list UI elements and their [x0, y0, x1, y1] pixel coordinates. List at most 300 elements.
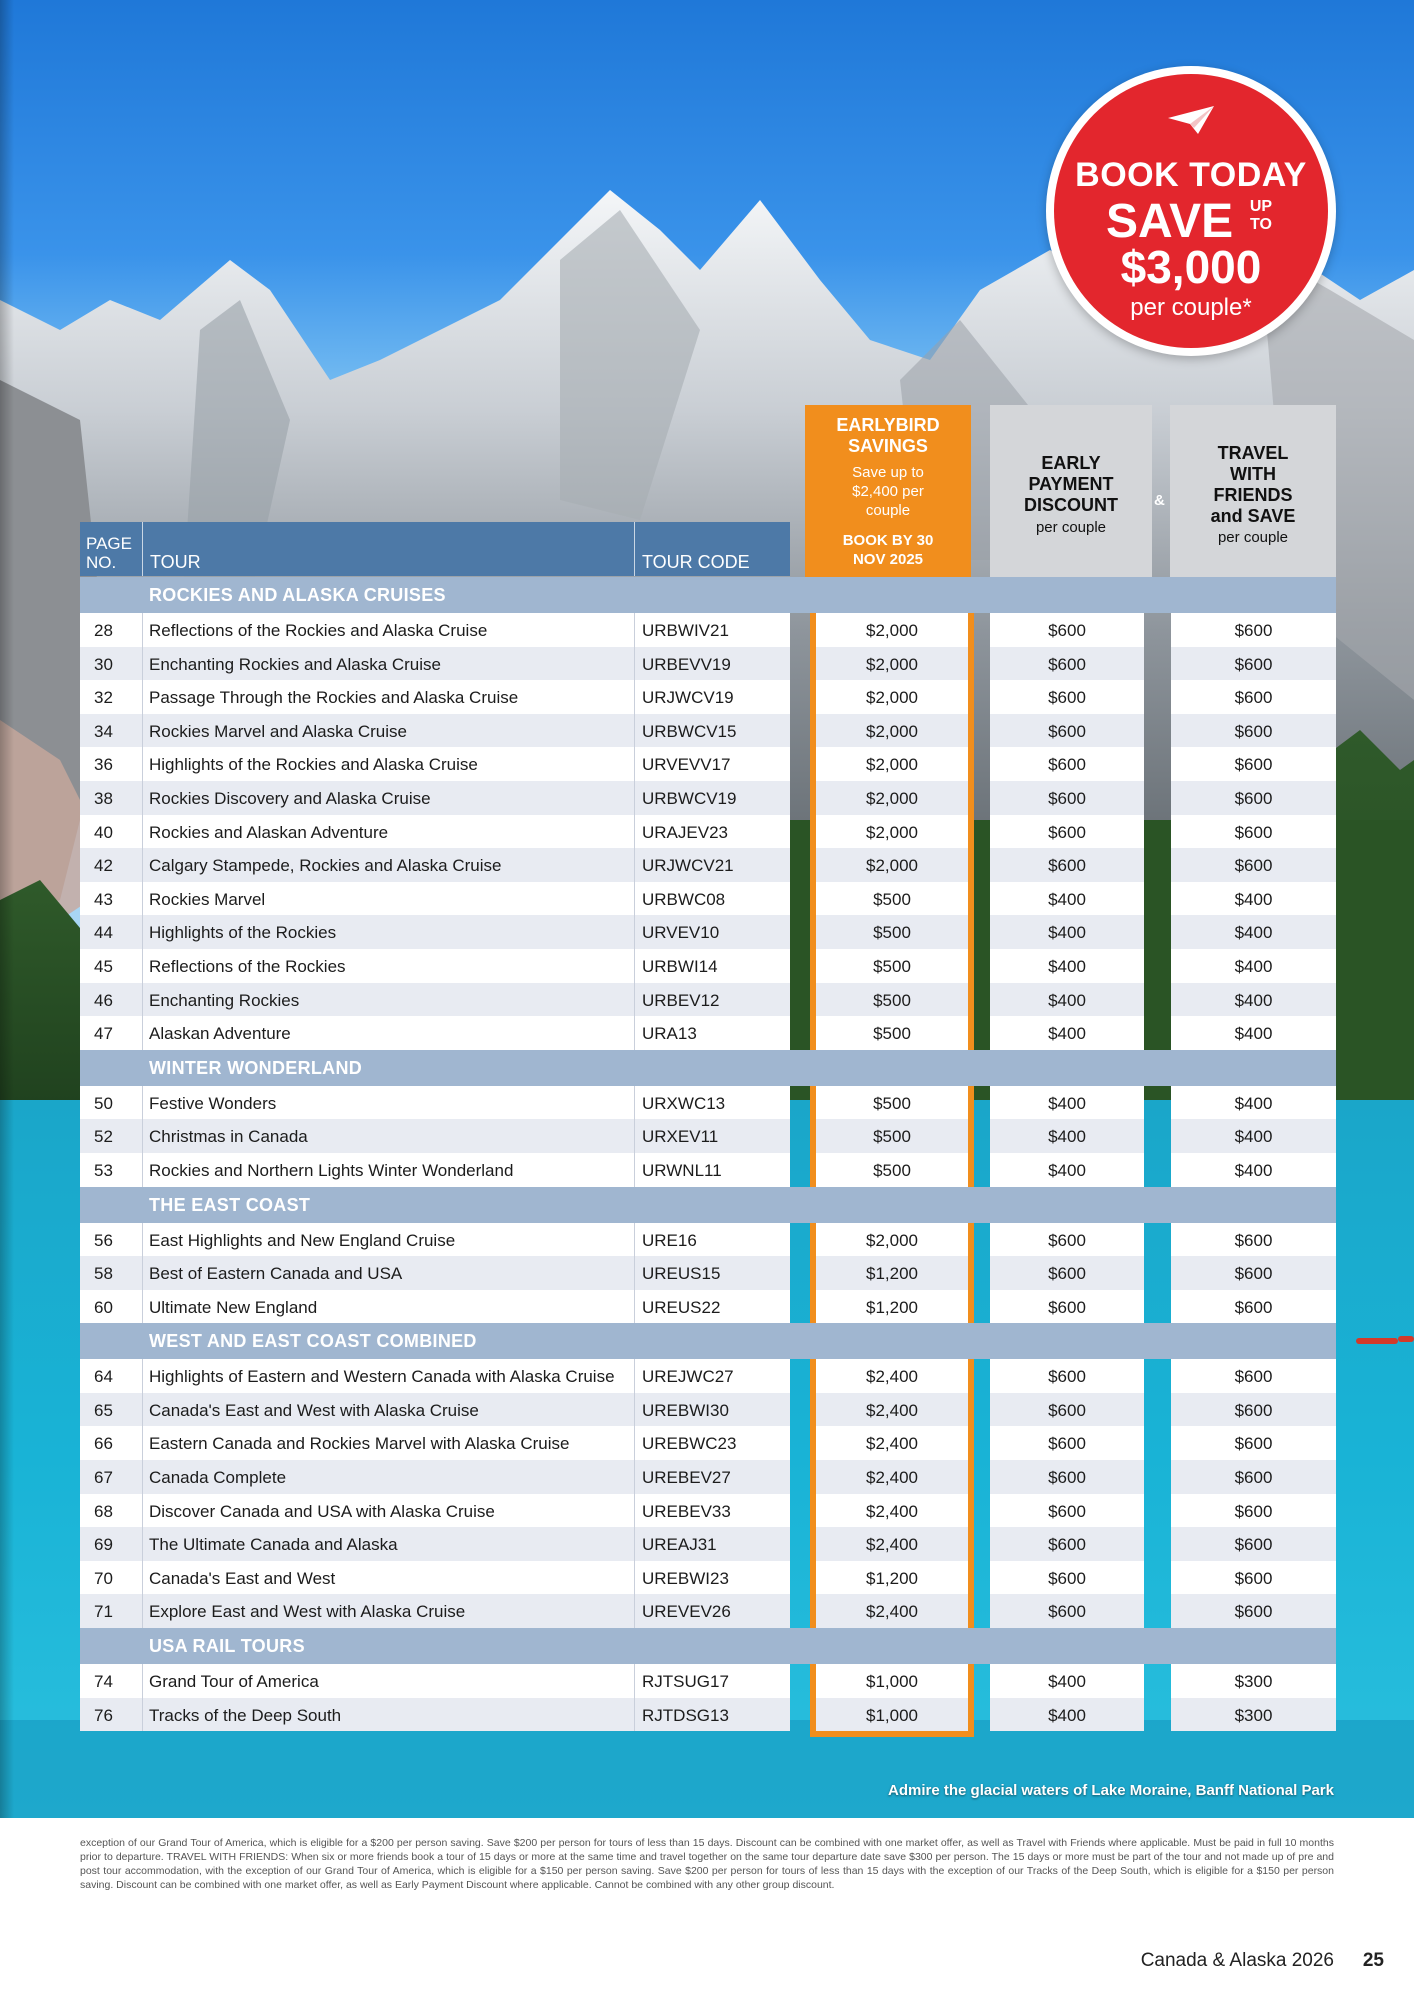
- tour-code-cell: UREJWC27: [642, 1367, 734, 1387]
- early-payment-cell-value: $600: [1048, 822, 1086, 842]
- tour-name-cell: Ultimate New England: [149, 1297, 318, 1317]
- tour-code-cell: URBWC08: [642, 889, 726, 909]
- travel-friends-cell: [1171, 1290, 1336, 1324]
- tour-code-cell: UREBWC23: [642, 1434, 737, 1454]
- early-payment-cell-value: $400: [1048, 1024, 1086, 1044]
- column-divider: [634, 1460, 635, 1494]
- table-row: [80, 747, 1336, 781]
- travel-friends-cell-value: $400: [1234, 889, 1273, 909]
- column-divider: [634, 983, 635, 1017]
- earlybird-savings-cell: [810, 1359, 974, 1393]
- tour-name-cell: Best of Eastern Canada and USA: [149, 1264, 403, 1284]
- table-row: [80, 1119, 1336, 1153]
- header-early-payment: [990, 405, 1152, 577]
- column-divider: [634, 815, 635, 849]
- column-divider: [142, 613, 143, 647]
- travel-friends-cell-value: $300: [1234, 1705, 1273, 1725]
- tour-info-cell: [80, 1223, 790, 1257]
- column-divider: [142, 1256, 143, 1290]
- column-divider: [142, 1494, 143, 1528]
- tour-info-cell: [80, 949, 790, 983]
- earlybird-savings-cell: [810, 1698, 974, 1738]
- earlybird-savings-cell: [810, 882, 974, 916]
- column-divider: [634, 647, 635, 681]
- tour-info-cell: [80, 1664, 790, 1698]
- page-number-cell: 47: [94, 1024, 113, 1044]
- column-divider: [634, 1426, 635, 1460]
- earlybird-savings-cell: [810, 1393, 974, 1427]
- earlybird-savings-cell: [810, 1426, 974, 1460]
- early-payment-cell-value: $600: [1048, 1568, 1086, 1588]
- tour-name-cell: Highlights of Eastern and Western Canada with Alaska Cruise: [149, 1367, 615, 1387]
- earlybird-savings-cell: [810, 1561, 974, 1595]
- early-payment-cell-value: $600: [1048, 621, 1086, 640]
- page-number-cell: 42: [94, 856, 113, 876]
- travel-friends-cell-value: $600: [1234, 1400, 1273, 1420]
- column-divider: [634, 1698, 635, 1732]
- travel-friends-cell: [1171, 1016, 1336, 1050]
- tour-info-cell: [80, 747, 790, 781]
- early-payment-cell: [990, 1119, 1144, 1153]
- tour-code-cell: URBWCV15: [642, 721, 737, 741]
- page-number-cell: 53: [94, 1160, 113, 1180]
- earlybird-savings-cell-value: $2,000: [866, 822, 918, 842]
- page-number-cell: 68: [94, 1501, 113, 1521]
- table-row: [80, 1153, 1336, 1187]
- early-payment-cell: [990, 1359, 1144, 1393]
- earlybird-savings-cell: [810, 680, 974, 714]
- header-earlybird: [805, 405, 971, 577]
- travel-friends-cell: [1171, 647, 1336, 681]
- travel-friends-cell: [1171, 747, 1336, 781]
- column-divider: [634, 680, 635, 714]
- page-number-cell: 66: [94, 1434, 113, 1454]
- column-divider: [634, 1393, 635, 1427]
- early-payment-cell: [990, 1256, 1144, 1290]
- tour-code-cell: URXEV11: [642, 1127, 719, 1147]
- travel-friends-cell-value: $600: [1234, 1535, 1273, 1555]
- tour-code-cell: URAJEV23: [642, 822, 728, 842]
- tour-code-cell: UREBEV33: [642, 1501, 731, 1521]
- early-payment-cell: [990, 1426, 1144, 1460]
- page-number-cell: 36: [94, 755, 113, 775]
- tour-code-cell: UREUS15: [642, 1264, 721, 1284]
- table-row: [80, 1359, 1336, 1393]
- column-divider: [634, 1016, 635, 1050]
- early-payment-cell: [990, 848, 1144, 882]
- travel-friends-cell: [1171, 815, 1336, 849]
- badge-per-couple: per couple*: [1130, 294, 1252, 321]
- tour-code-cell: URBWI14: [642, 956, 718, 976]
- tour-code-cell: UREBEV27: [642, 1468, 731, 1488]
- tour-code-cell: URXWC13: [642, 1093, 726, 1113]
- tour-name-cell: Canada's East and West with Alaska Cruise: [149, 1400, 479, 1420]
- table-row: [80, 1527, 1336, 1561]
- page-number-cell: 30: [94, 654, 113, 674]
- page-number-cell: 44: [94, 923, 113, 943]
- travel-friends-cell-value: $600: [1234, 1367, 1273, 1387]
- travel-friends-cell: [1171, 1359, 1336, 1393]
- early-payment-cell-value: $600: [1048, 1501, 1086, 1521]
- early-payment-cell: [990, 781, 1144, 815]
- travel-friends-cell-value: $400: [1234, 1093, 1273, 1113]
- tour-name-cell: Calgary Stampede, Rockies and Alaska Cruise: [149, 856, 502, 876]
- ampersand: &: [1154, 492, 1165, 509]
- table-row: [80, 781, 1336, 815]
- travel-friends-cell: [1171, 1393, 1336, 1427]
- header-tour-code: TOUR CODE: [642, 552, 750, 572]
- tour-name-cell: Festive Wonders: [149, 1093, 277, 1113]
- earlybird-savings-cell-value: $1,000: [866, 1705, 918, 1725]
- travel-friends-cell: [1171, 1698, 1336, 1732]
- column-divider: [142, 1664, 143, 1698]
- travel-friends-cell-value: $600: [1234, 755, 1273, 775]
- tour-name-cell: Passage Through the Rockies and Alaska Cruise: [149, 688, 519, 708]
- tour-code-cell: URJWCV19: [642, 688, 734, 708]
- column-divider: [142, 1561, 143, 1595]
- earlybird-savings-cell: [810, 815, 974, 849]
- tour-code-cell: URBEV12: [642, 990, 720, 1010]
- early-payment-cell: [990, 983, 1144, 1017]
- tour-info-cell: [80, 1153, 790, 1187]
- table-row: [80, 613, 1336, 647]
- earlybird-savings-cell: [810, 1494, 974, 1528]
- tour-code-cell: URVEVV17: [642, 755, 731, 775]
- earlybird-savings-cell: [810, 613, 974, 647]
- tour-info-cell: [80, 1086, 790, 1120]
- travel-friends-cell: [1171, 1086, 1336, 1120]
- travel-friends-cell-value: $400: [1234, 990, 1273, 1010]
- early-payment-cell: [990, 915, 1144, 949]
- table-row: [80, 1494, 1336, 1528]
- early-payment-cell-value: $600: [1048, 1230, 1086, 1250]
- page-number-cell: 43: [94, 889, 113, 909]
- table-row: [80, 714, 1336, 748]
- tour-code-cell: URBEVV19: [642, 654, 731, 674]
- early-payment-cell-value: $600: [1048, 721, 1086, 741]
- tour-code-cell: UREVEV26: [642, 1602, 731, 1622]
- travel-friends-cell-value: $600: [1234, 1568, 1273, 1588]
- tour-code-cell: RJTDSG13: [642, 1705, 729, 1725]
- travel-friends-cell: [1171, 882, 1336, 916]
- table-row: [80, 882, 1336, 916]
- table-row: [80, 1223, 1336, 1257]
- column-divider: [634, 1664, 635, 1698]
- earlybird-savings-cell: [810, 1086, 974, 1120]
- travel-friends-cell-value: $600: [1234, 1297, 1273, 1317]
- travel-friends-cell: [1171, 714, 1336, 748]
- earlybird-book-by: BOOK BY 30 NOV 2025: [842, 532, 934, 568]
- column-divider: [142, 1223, 143, 1257]
- tour-name-cell: The Ultimate Canada and Alaska: [149, 1535, 398, 1555]
- travel-friends-cell-value: $600: [1234, 621, 1273, 640]
- column-divider: [634, 1086, 635, 1120]
- tour-info-cell: [80, 882, 790, 916]
- page-number-cell: 58: [94, 1264, 113, 1284]
- tour-name-cell: Enchanting Rockies and Alaska Cruise: [149, 654, 441, 674]
- earlybird-savings-cell-value: $500: [873, 1093, 911, 1113]
- column-divider: [634, 613, 635, 647]
- page-number-cell: 71: [94, 1602, 113, 1622]
- travel-friends-cell-value: $600: [1234, 822, 1273, 842]
- page-number-cell: 70: [94, 1568, 113, 1588]
- column-divider: [142, 1016, 143, 1050]
- earlybird-savings-cell: [810, 915, 974, 949]
- travel-friends-cell: [1171, 1561, 1336, 1595]
- tour-code-cell: URWNL11: [642, 1160, 722, 1180]
- table-row: [80, 848, 1336, 882]
- column-divider: [142, 647, 143, 681]
- column-divider: [634, 714, 635, 748]
- earlybird-savings-cell: [810, 1256, 974, 1290]
- page-number-cell: 46: [94, 990, 113, 1010]
- early-payment-cell: [990, 1016, 1144, 1050]
- column-divider: [142, 1290, 143, 1324]
- early-payment-subtitle: per couple: [1035, 519, 1107, 536]
- column-divider: [634, 1223, 635, 1257]
- early-payment-cell-value: $400: [1048, 923, 1086, 943]
- tour-info-cell: [80, 714, 790, 748]
- tour-info-cell: [80, 1290, 790, 1324]
- page-number-cell: 45: [94, 956, 113, 976]
- earlybird-savings-cell-value: $2,000: [866, 688, 918, 708]
- page-number-cell: 64: [94, 1367, 113, 1387]
- early-payment-cell-value: $600: [1048, 1264, 1086, 1284]
- tour-name-cell: Canada Complete: [149, 1468, 287, 1488]
- section-header: [80, 1323, 1336, 1359]
- tour-name-cell: Eastern Canada and Rockies Marvel with Alaska Cruise: [149, 1434, 570, 1454]
- earlybird-savings-cell: [810, 1594, 974, 1628]
- early-payment-cell-value: $600: [1048, 688, 1086, 708]
- earlybird-savings-cell-value: $500: [873, 956, 911, 976]
- section-header: [80, 1187, 1336, 1223]
- tour-code-cell: UREBWI30: [642, 1400, 729, 1420]
- column-divider: [634, 1256, 635, 1290]
- tour-code-cell: URVEV10: [642, 923, 720, 943]
- early-payment-cell: [990, 1086, 1144, 1120]
- tour-savings-table: [80, 577, 1336, 1731]
- page-number-cell: 52: [94, 1127, 113, 1147]
- table-row: [80, 1016, 1336, 1050]
- column-divider: [142, 1460, 143, 1494]
- travel-friends-cell: [1171, 983, 1336, 1017]
- tour-name-cell: Rockies Marvel and Alaska Cruise: [149, 721, 407, 741]
- photo-caption: Admire the glacial waters of Lake Moraine, Banff National Park: [888, 1782, 1334, 1799]
- column-divider: [634, 949, 635, 983]
- page-number-cell: 67: [94, 1468, 113, 1488]
- earlybird-savings-cell: [810, 949, 974, 983]
- tour-info-cell: [80, 983, 790, 1017]
- column-divider: [634, 1494, 635, 1528]
- early-payment-title: EARLY PAYMENT DISCOUNT: [1024, 453, 1118, 515]
- early-payment-cell: [990, 1223, 1144, 1257]
- travel-friends-cell: [1171, 680, 1336, 714]
- earlybird-savings-cell: [810, 647, 974, 681]
- column-divider: [142, 1153, 143, 1187]
- footer-title: Canada & Alaska 2026: [1140, 1950, 1334, 1971]
- earlybird-savings-cell-value: $2,400: [866, 1501, 918, 1521]
- earlybird-savings-cell: [810, 1290, 974, 1324]
- column-divider: [142, 848, 143, 882]
- earlybird-savings-cell-value: $2,000: [866, 721, 918, 741]
- terms-fine-print: exception of our Grand Tour of America, which is eligible for a $200 per person saving. Save $200 per person for tours of less than 15 days. Discount can be combined with one market offer, as well as Travel with Friends where applicable. Must be paid in full 10 months prior to departure. TRAVEL WITH FRIENDS: When six or more friends book a tour of 15 days or more at the same time and travel together on the same tour departure date save $300 per person. The 15 days or more must be part of the tour and not made up of pre and post tour accommodation, with the exception of our Grand Tour of America, which is eligible for a $150 per person saving. Save $200 per person for tours of less than 15 days with the exception of our Tracks of the Deep South, which is eligible for a $150 per person saving. Discount can be combined with one market offer, as well as Early Payment Discount where applicable. Cannot be combined with any other group discount.: [80, 1837, 1334, 1891]
- earlybird-savings-cell: [810, 714, 974, 748]
- tour-info-cell: [80, 1359, 790, 1393]
- earlybird-savings-cell-value: $1,200: [866, 1568, 918, 1588]
- tour-info-cell: [80, 1256, 790, 1290]
- column-divider: [142, 1359, 143, 1393]
- earlybird-savings-cell: [810, 983, 974, 1017]
- travel-friends-cell: [1171, 1153, 1336, 1187]
- early-payment-cell: [990, 1527, 1144, 1561]
- earlybird-savings-cell-value: $500: [873, 1024, 911, 1044]
- tour-info-cell: [80, 1561, 790, 1595]
- tour-name-cell: Discover Canada and USA with Alaska Cruise: [149, 1501, 495, 1521]
- early-payment-cell-value: $600: [1048, 1468, 1086, 1488]
- header-page-no: PAGE NO.: [86, 534, 132, 572]
- early-payment-cell-value: $600: [1048, 856, 1086, 876]
- header-divider: [634, 522, 635, 576]
- column-divider: [142, 1119, 143, 1153]
- tour-info-cell: [80, 1119, 790, 1153]
- travel-friends-cell: [1171, 1256, 1336, 1290]
- early-payment-cell-value: $600: [1048, 654, 1086, 674]
- early-payment-cell: [990, 1594, 1144, 1628]
- travel-friends-cell: [1171, 1223, 1336, 1257]
- early-payment-cell-value: $600: [1048, 1434, 1086, 1454]
- travel-friends-cell: [1171, 1527, 1336, 1561]
- table-row: [80, 647, 1336, 681]
- early-payment-cell: [990, 1393, 1144, 1427]
- earlybird-savings-cell: [810, 1223, 974, 1257]
- badge-amount: $3,000: [1120, 241, 1262, 293]
- earlybird-savings-cell: [810, 1460, 974, 1494]
- earlybird-savings-cell-value: $500: [873, 1160, 911, 1180]
- table-row: [80, 1426, 1336, 1460]
- tour-name-cell: Enchanting Rockies: [149, 990, 300, 1010]
- travel-friends-cell-value: $400: [1234, 956, 1273, 976]
- early-payment-cell: [990, 680, 1144, 714]
- earlybird-savings-cell-value: $2,000: [866, 788, 918, 808]
- travel-friends-cell-value: $600: [1234, 1264, 1273, 1284]
- early-payment-cell: [990, 949, 1144, 983]
- page-number-cell: 76: [94, 1705, 113, 1725]
- table-row: [80, 680, 1336, 714]
- travel-friends-cell-value: $400: [1234, 1024, 1273, 1044]
- table-row: [80, 815, 1336, 849]
- tour-name-cell: Alaskan Adventure: [149, 1024, 291, 1044]
- tour-info-cell: [80, 915, 790, 949]
- tour-info-cell: [80, 1494, 790, 1528]
- tour-info-cell: [80, 1527, 790, 1561]
- early-payment-cell: [990, 613, 1144, 647]
- early-payment-cell-value: $600: [1048, 755, 1086, 775]
- column-divider: [142, 714, 143, 748]
- earlybird-savings-cell-value: $2,000: [866, 654, 918, 674]
- early-payment-cell: [990, 1460, 1144, 1494]
- section-header: [80, 1628, 1336, 1664]
- travel-friends-cell-value: $400: [1234, 1160, 1273, 1180]
- earlybird-title: EARLYBIRD SAVINGS: [836, 415, 940, 456]
- tour-name-cell: Rockies and Alaskan Adventure: [149, 822, 389, 842]
- page-number-cell: 69: [94, 1535, 113, 1555]
- travel-friends-cell: [1171, 848, 1336, 882]
- tour-code-cell: URA13: [642, 1024, 697, 1044]
- tour-info-cell: [80, 613, 790, 647]
- early-payment-cell-value: $400: [1048, 956, 1086, 976]
- tour-info-cell: [80, 647, 790, 681]
- tour-name-cell: Tracks of the Deep South: [149, 1705, 342, 1725]
- earlybird-savings-cell-value: $1,200: [866, 1264, 918, 1284]
- tour-name-cell: Canada's East and West: [149, 1568, 336, 1588]
- earlybird-savings-cell: [810, 747, 974, 781]
- earlybird-savings-cell-value: $1,000: [866, 1672, 918, 1692]
- tour-code-cell: URBWCV19: [642, 788, 737, 808]
- column-divider: [634, 1290, 635, 1324]
- earlybird-savings-cell-value: $500: [873, 923, 911, 943]
- travel-friends-cell: [1171, 613, 1336, 647]
- earlybird-savings-cell: [810, 1664, 974, 1698]
- paper-plane-icon: [1168, 106, 1216, 136]
- early-payment-cell-value: $400: [1048, 1705, 1086, 1725]
- earlybird-savings-cell-value: $2,400: [866, 1400, 918, 1420]
- earlybird-savings-cell-value: $1,200: [866, 1297, 918, 1317]
- earlybird-savings-cell-value: $2,000: [866, 755, 918, 775]
- column-divider: [634, 781, 635, 815]
- early-payment-cell-value: $600: [1048, 788, 1086, 808]
- travel-friends-subtitle: per couple: [1217, 529, 1289, 546]
- section-title: WINTER WONDERLAND: [149, 1057, 363, 1078]
- column-divider: [142, 915, 143, 949]
- travel-friends-cell: [1171, 949, 1336, 983]
- travel-friends-cell-value: $600: [1234, 1501, 1273, 1521]
- tour-name-cell: Grand Tour of America: [149, 1672, 319, 1692]
- column-divider: [634, 1153, 635, 1187]
- early-payment-cell-value: $400: [1048, 1160, 1086, 1180]
- tour-code-cell: UREUS22: [642, 1297, 721, 1317]
- early-payment-cell-value: $600: [1048, 1400, 1086, 1420]
- travel-friends-cell: [1171, 915, 1336, 949]
- early-payment-cell-value: $600: [1048, 1367, 1086, 1387]
- early-payment-cell-value: $400: [1048, 1093, 1086, 1113]
- header-travel-friends: [1170, 405, 1336, 577]
- tour-name-cell: Highlights of the Rockies and Alaska Cruise: [149, 755, 478, 775]
- section-header: [80, 577, 1336, 613]
- table-row: [80, 949, 1336, 983]
- travel-friends-cell-value: $600: [1234, 1230, 1273, 1250]
- tour-info-cell: [80, 1393, 790, 1427]
- travel-friends-cell-value: $600: [1234, 788, 1273, 808]
- travel-friends-cell: [1171, 1119, 1336, 1153]
- page-number-cell: 56: [94, 1230, 113, 1250]
- page-number-cell: 60: [94, 1297, 113, 1317]
- earlybird-savings-cell: [810, 1527, 974, 1561]
- table-row: [80, 915, 1336, 949]
- travel-friends-cell: [1171, 1664, 1336, 1698]
- page-number-cell: 38: [94, 788, 113, 808]
- column-divider: [142, 1393, 143, 1427]
- column-divider: [634, 1119, 635, 1153]
- page-number-cell: 28: [94, 621, 113, 640]
- early-payment-cell-value: $600: [1048, 1535, 1086, 1555]
- travel-friends-cell: [1171, 781, 1336, 815]
- tour-info-cell: [80, 781, 790, 815]
- tour-code-cell: URBWIV21: [642, 621, 729, 640]
- table-row: [80, 1460, 1336, 1494]
- earlybird-savings-cell-value: $2,000: [866, 1230, 918, 1250]
- header-tour: TOUR: [150, 552, 201, 572]
- column-divider: [142, 1594, 143, 1628]
